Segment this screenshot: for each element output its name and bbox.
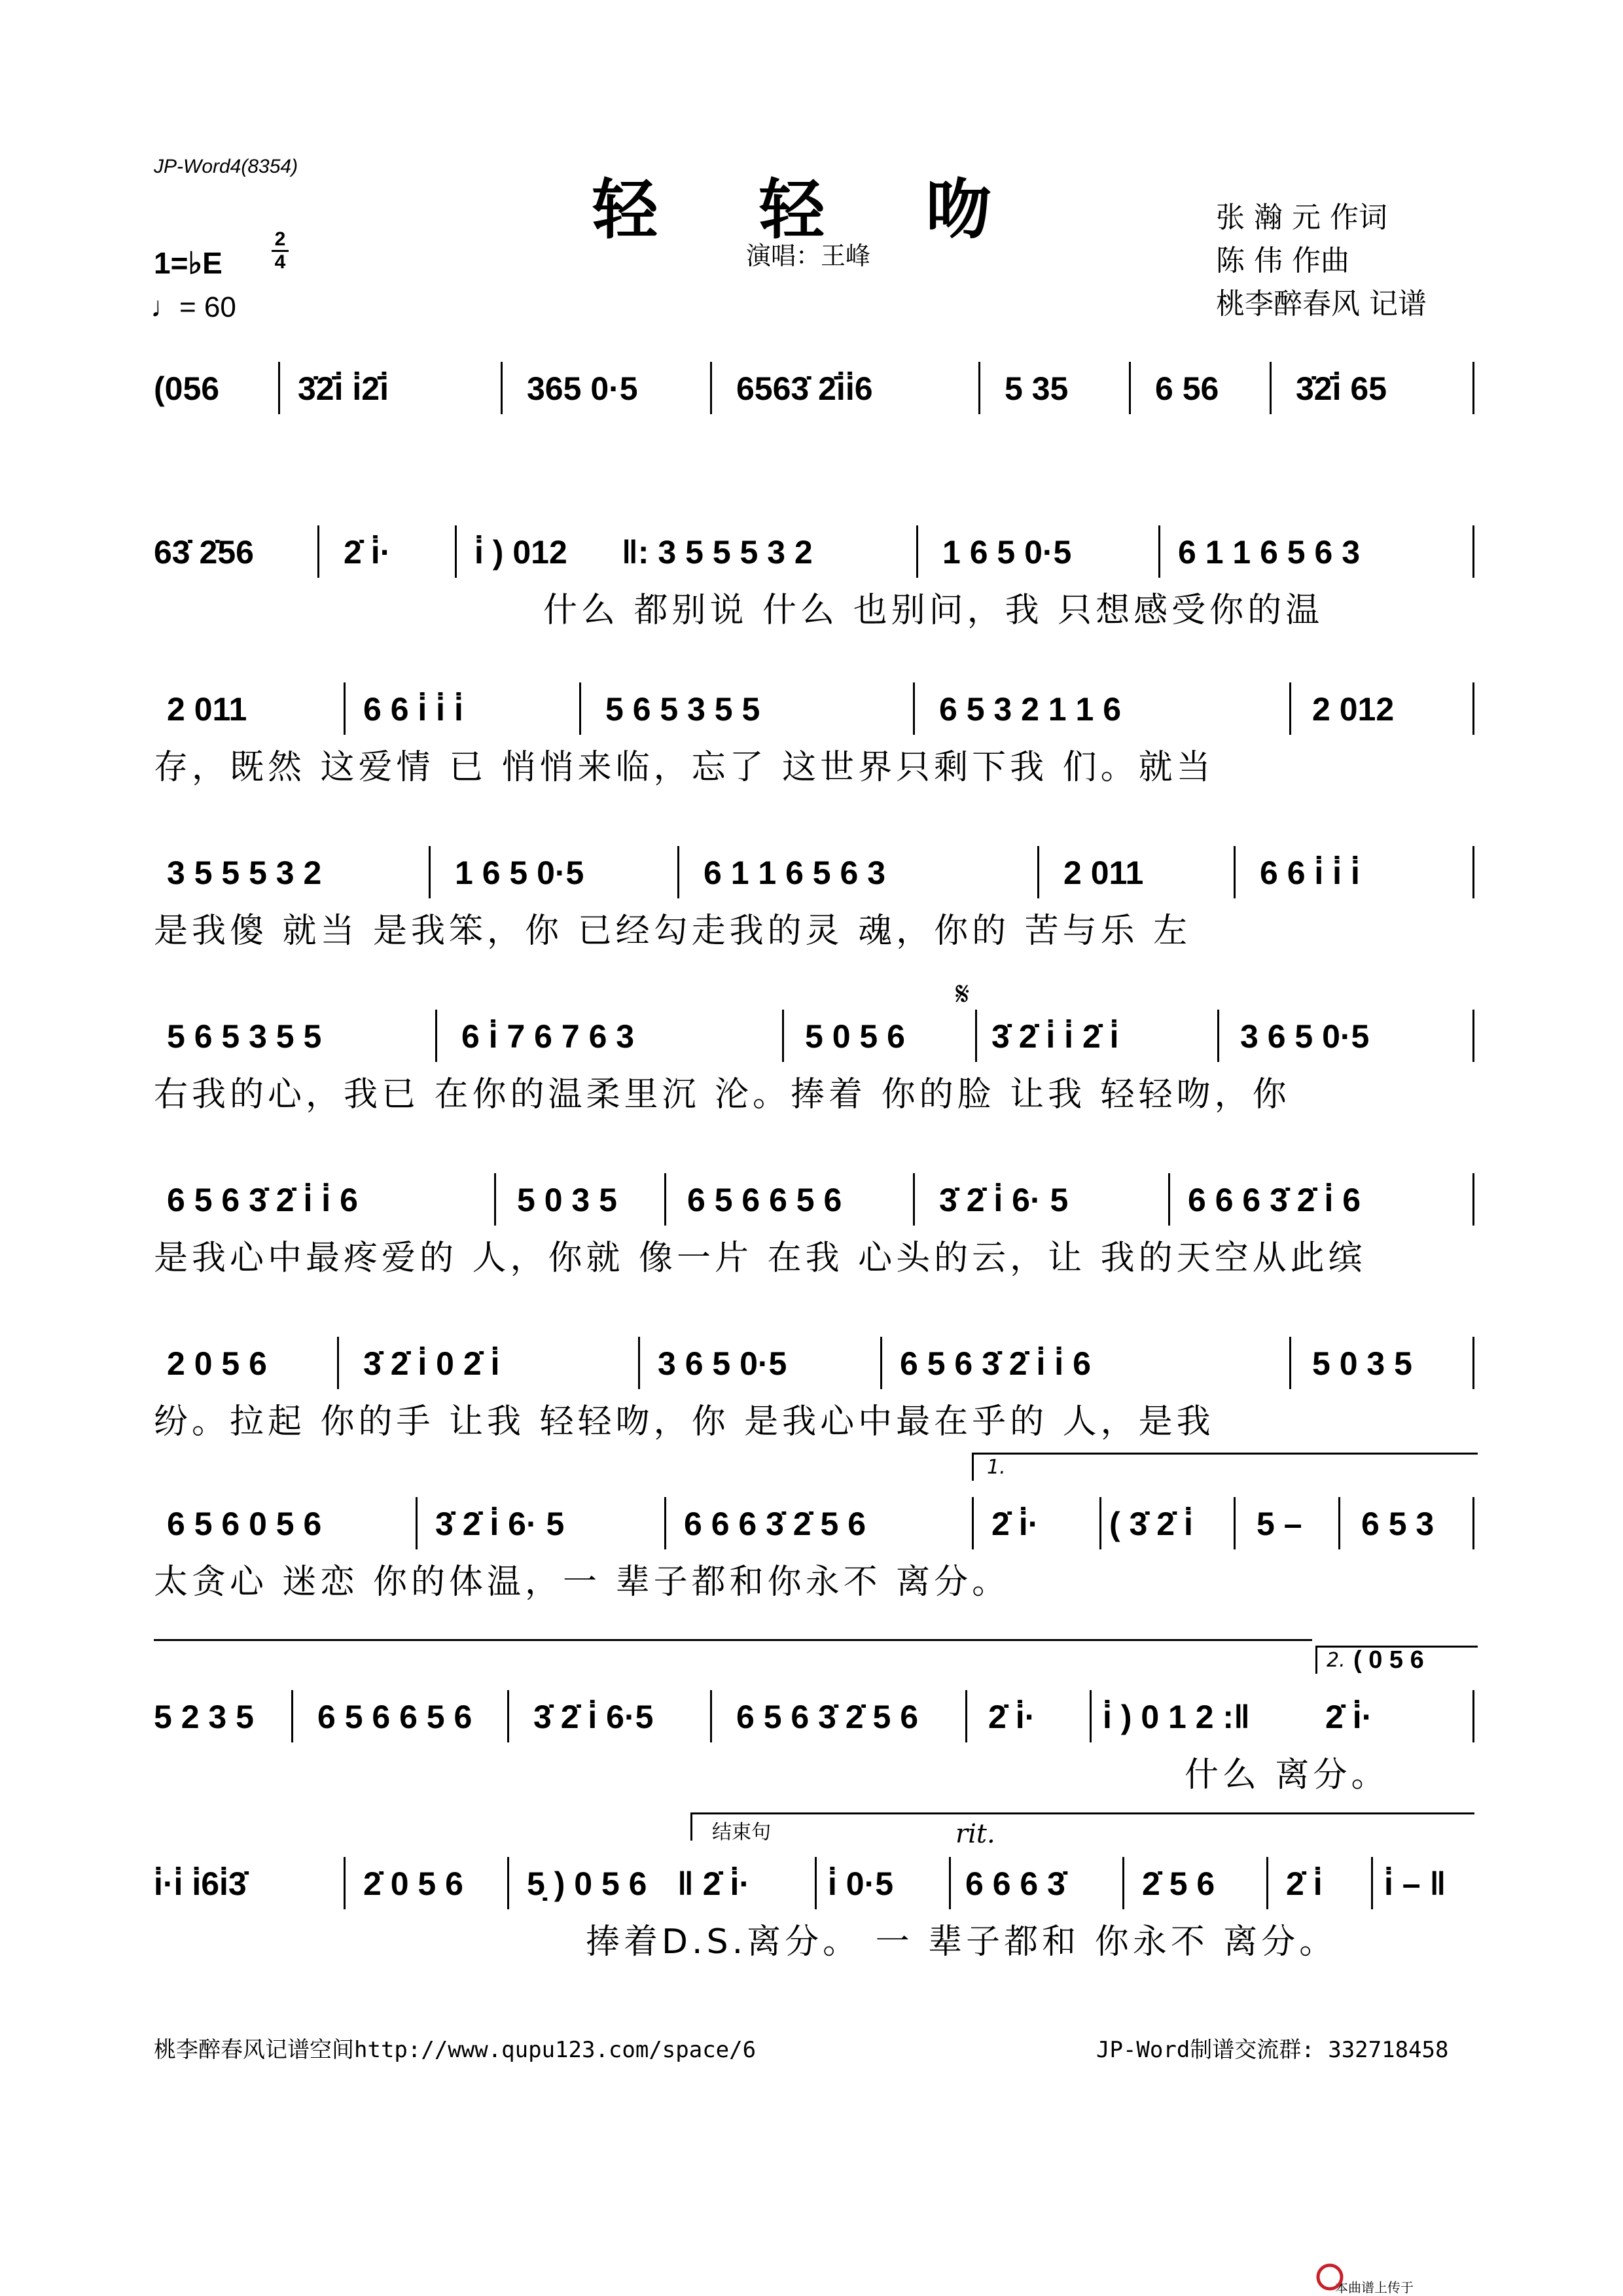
measure: 6563̇ 2̇i̇i̇6 xyxy=(736,370,873,407)
footer-website: 桃李醉春风记谱空间http://www.qupu123.com/space/6 xyxy=(154,2037,757,2063)
lyrics-line: 太贪心 迷恋 你的体温，一 辈子都和你永不 离分。 xyxy=(154,1563,1010,1602)
measure: 2̇ i̇ xyxy=(1286,1865,1323,1902)
measure: 2 011 xyxy=(1063,855,1144,891)
measure: 5 – xyxy=(1257,1506,1302,1542)
site-logo-icon xyxy=(1315,2263,1345,2292)
measure: 6 5 6 6 5 6 xyxy=(317,1699,473,1735)
measure: 6 6 i̇ i̇ i̇ xyxy=(363,691,463,728)
measure: 3̇2̇i̇ 65 xyxy=(1296,370,1387,407)
measure: 6 5 3 2 1 1 6 xyxy=(939,691,1122,728)
measure: 2̇ i̇· xyxy=(1325,1699,1373,1735)
measure: 2̇ i̇· xyxy=(344,534,391,571)
notes-row xyxy=(154,533,1476,579)
transcriber-credit: 桃李醉春风 记谱 xyxy=(1216,287,1427,321)
measure: 6 6 6 3̇ xyxy=(965,1865,1065,1902)
measure: 5 35 xyxy=(1005,370,1069,407)
measure: 6 1 1 6 5 6 3 xyxy=(1178,534,1361,571)
measure: 5 0 3 5 xyxy=(1312,1345,1412,1382)
notes-row xyxy=(154,370,1476,415)
upload-note: 本曲谱上传于 xyxy=(1335,2280,1414,2295)
measure: 1 6 5 0·5 xyxy=(455,855,584,891)
measure: 6 1 1 6 5 6 3 xyxy=(704,855,886,891)
measure: 6 6 6 3̇ 2̇ i̇ 6 xyxy=(1188,1182,1361,1218)
measure: 2 011 xyxy=(167,691,247,728)
measure: 5 6 5 3 5 5 xyxy=(605,691,760,728)
measure: 3̇ 2̇ i̇ 0 2̇ i̇ xyxy=(363,1345,500,1382)
measure: 1 6 5 0·5 xyxy=(942,534,1072,571)
lyrics-line: 右我的心，我已 在你的温柔里沉 沦。捧着 你的脸 让我 轻轻吻，你 xyxy=(154,1075,1291,1114)
notes-row xyxy=(154,1698,1476,1744)
lyrics-line: 什么 离分。 xyxy=(1185,1756,1389,1795)
segno-sign: 𝄋 xyxy=(955,975,970,1013)
measure: 2̇ i̇· xyxy=(991,1506,1039,1542)
measure: ( 3̇ 2̇ i̇ xyxy=(1109,1506,1193,1542)
lyrics-line: 存，既然 这爱情 已 悄悄来临，忘了 这世界只剩下我 们。就当 xyxy=(154,748,1215,787)
coda-label: 结束句 xyxy=(712,1821,771,1844)
measure: 5̣ ) 0 5 6 xyxy=(527,1865,647,1902)
lyrics-line: 纷。拉起 你的手 让我 轻轻吻，你 是我心中最在乎的 人，是我 xyxy=(154,1402,1215,1441)
lyricist-credit: 张 瀚 元 作词 xyxy=(1216,201,1387,234)
measure: 3̇ 2̇ i̇ 6· 5 xyxy=(939,1182,1069,1218)
key-signature: 1=♭E xyxy=(154,246,223,280)
measure: 6 5 3 xyxy=(1361,1506,1435,1542)
measure: 3̇ 2̇ i̇ 6· 5 xyxy=(435,1506,565,1542)
measure: 2 012 xyxy=(1312,691,1395,728)
notes-row xyxy=(154,1865,1476,1911)
coda-bracket xyxy=(690,1812,1474,1844)
notes-row xyxy=(154,1181,1476,1227)
notes-row xyxy=(154,854,1476,900)
measure: 2̇ 0 5 6 xyxy=(363,1865,463,1902)
credits xyxy=(1216,196,1427,326)
measure: 6 5 6 0 5 6 xyxy=(167,1506,322,1542)
measure: 6 5 6 3̇ 2̇ i̇ i̇ 6 xyxy=(900,1345,1091,1382)
first-ending-label: 1. xyxy=(987,1456,1006,1479)
measure: 5 6 5 3 5 5 xyxy=(167,1018,322,1055)
measure: 2̇ 5 6 xyxy=(1142,1865,1215,1902)
lyrics-line: 是我傻 就当 是我笨，你 已经勾走我的灵 魂，你的 苦与乐 左 xyxy=(154,911,1192,951)
time-bottom: 4 xyxy=(274,251,286,273)
second-ending-label: 2. xyxy=(1327,1649,1346,1672)
ritardando-mark: rit. xyxy=(955,1819,995,1849)
measure: 2 0 5 6 xyxy=(167,1345,267,1382)
measure-repeat-end: i̇ ) 0 1 2 :‖ xyxy=(1103,1699,1250,1735)
notes-row xyxy=(154,1017,1476,1063)
measure: i̇·i̇ i̇6i̇3̇ xyxy=(154,1865,247,1902)
measure: i̇ – ‖ xyxy=(1384,1865,1446,1902)
measure: 5 0 5 6 xyxy=(805,1018,905,1055)
measure: 5 2 3 5 xyxy=(154,1699,254,1735)
measure: 6 5 6 3̇ 2̇ i̇ i̇ 6 xyxy=(167,1182,358,1218)
measure: (056 xyxy=(154,370,220,407)
time-top: 2 xyxy=(274,228,286,250)
composer-credit: 陈 伟 作曲 xyxy=(1216,244,1349,277)
software-version: JP-Word4(8354) xyxy=(154,156,298,177)
measure: 3̇2̇i̇ i̇2̇i̇ xyxy=(298,370,389,407)
measure: 3̇ 2̇ i̇ i̇ 2̇ i̇ xyxy=(991,1018,1119,1055)
song-title: 轻 轻 吻 xyxy=(592,171,1031,248)
measure: 5 0 3 5 xyxy=(517,1182,617,1218)
measure: 6 6 6 3̇ 2̇ 5 6 xyxy=(684,1506,866,1542)
measure: 6 6 i̇ i̇ i̇ xyxy=(1260,855,1360,891)
measure: 6 5 6 3̇ 2̇ 5 6 xyxy=(736,1699,919,1735)
first-ending-bracket xyxy=(972,1453,1478,1481)
footer-group: JP-Word制谱交流群: 332718458 xyxy=(1096,2037,1449,2063)
tempo-mark: ♩= 60 xyxy=(151,291,236,323)
notes-row xyxy=(154,690,1476,736)
section-divider xyxy=(154,1639,1312,1641)
measure: 6 56 xyxy=(1155,370,1219,407)
measure-repeat-start: ‖: 3 5 5 5 3 2 xyxy=(622,534,813,571)
measure: 3 6 5 0·5 xyxy=(658,1345,787,1382)
lyrics-line: 是我心中最疼爱的 人，你就 像一片 在我 心头的云，让 我的天空从此缤 xyxy=(154,1239,1366,1278)
second-ending-bracket xyxy=(1315,1646,1478,1674)
measure: 3 5 5 5 3 2 xyxy=(167,855,322,891)
singer: 演唱：王峰 xyxy=(746,241,871,270)
measure: 6 i̇ 7 6 7 6 3 xyxy=(461,1018,635,1055)
measure: i̇ 0·5 xyxy=(828,1865,894,1902)
lyrics-line: 捧着D.S.离分。 一 辈子都和 你永不 离分。 xyxy=(586,1922,1338,1962)
measure: 365 0·5 xyxy=(527,370,638,407)
measure: 3̇ 2̇ i̇ 6·5 xyxy=(533,1699,654,1735)
measure: 63̇ 2̇56 xyxy=(154,534,254,571)
second-ending-pickup: ( 0 5 6 xyxy=(1353,1646,1424,1674)
measure: 2̇ i̇· xyxy=(988,1699,1036,1735)
time-signature xyxy=(272,229,289,273)
measure: i̇ ) 012 xyxy=(474,534,567,571)
measure: ‖ 2̇ i̇· xyxy=(677,1865,751,1902)
measure: 6 5 6 6 5 6 xyxy=(687,1182,842,1218)
measure: 3 6 5 0·5 xyxy=(1240,1018,1370,1055)
lyrics-line: 什么 都别说 什么 也别问，我 只想感受你的温 xyxy=(543,591,1324,630)
notes-row xyxy=(154,1345,1476,1390)
notes-row xyxy=(154,1505,1476,1551)
